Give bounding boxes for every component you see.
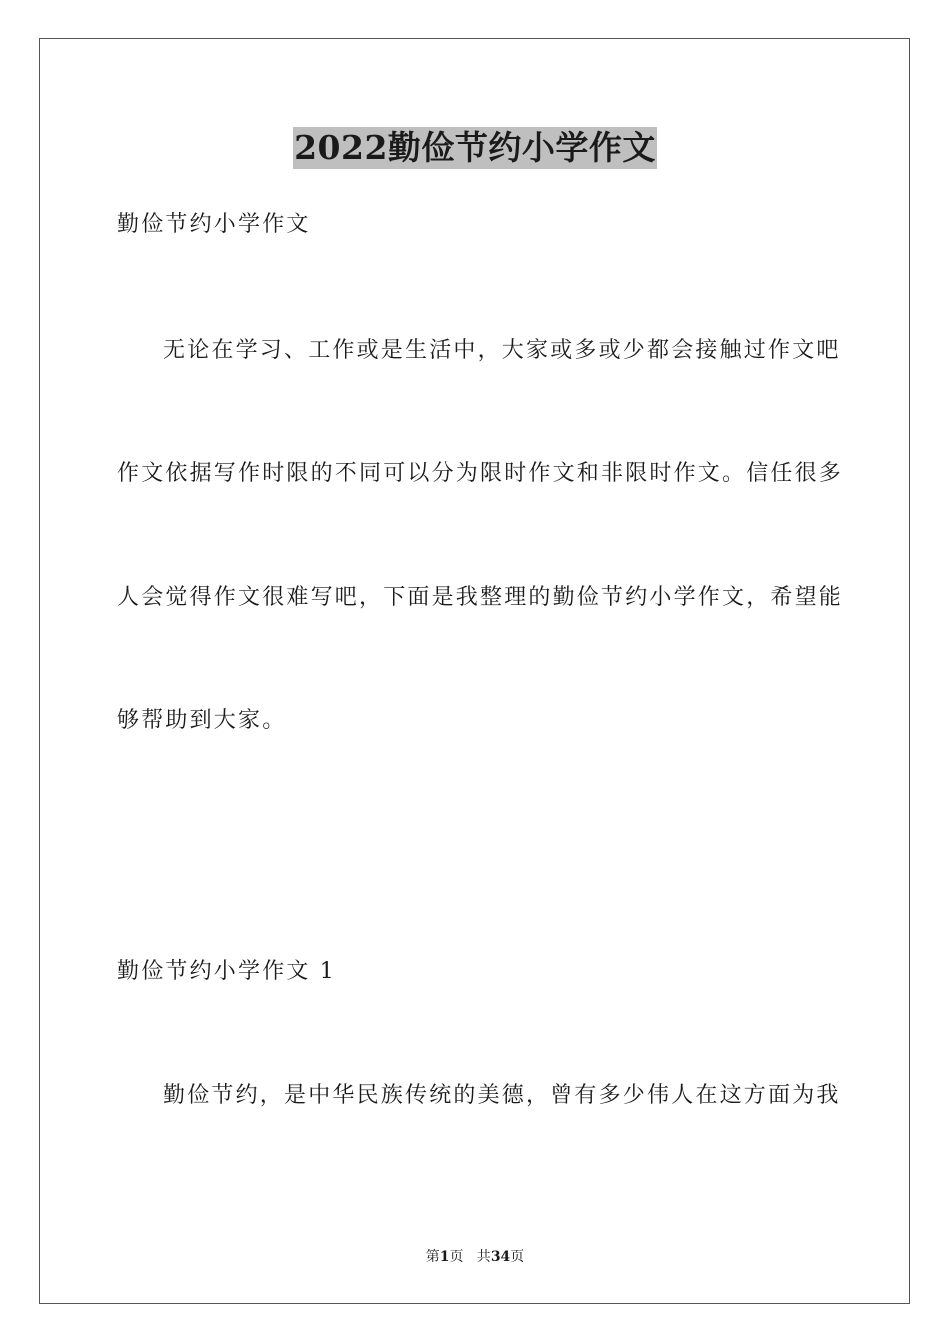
intro-line-2: 作文依据写作时限的不同可以分为限时作文和非限时作文。信任很多 [117, 461, 844, 486]
intro-line-4: 够帮助到大家。 [117, 708, 287, 733]
document-subtitle: 勤俭节约小学作文 [117, 212, 311, 237]
section-heading: 勤俭节约小学作文 1 [117, 959, 336, 984]
title-container [0, 127, 950, 169]
document-title: 2022勤俭节约小学作文 [294, 128, 656, 167]
footer-total-pages: 34 [490, 1249, 511, 1265]
page-footer [0, 1248, 950, 1266]
footer-mid: 页 共 [449, 1249, 491, 1265]
footer-suffix: 页 [510, 1249, 525, 1265]
footer-page-number: 1 [439, 1249, 450, 1265]
footer-prefix: 第 [425, 1249, 440, 1265]
intro-line-3: 人会觉得作文很难写吧，下面是我整理的勤俭节约小学作文，希望能 [117, 585, 844, 610]
section-line-1: 勤俭节约，是中华民族传统的美德，曾有多少伟人在这方面为我 [163, 1083, 841, 1108]
intro-line-1: 无论在学习、工作或是生活中，大家或多或少都会接触过作文吧 [163, 338, 841, 363]
